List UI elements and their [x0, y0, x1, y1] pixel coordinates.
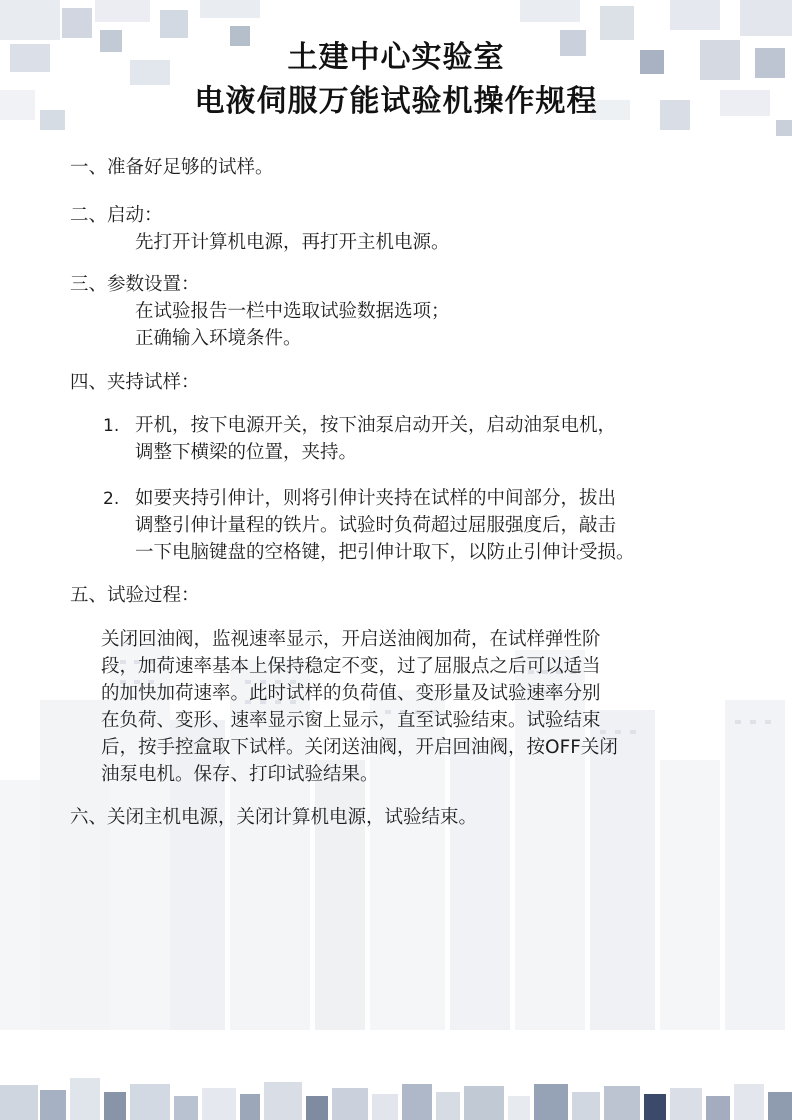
section-5-paragraph-line: 的加快加荷速率。此时试样的负荷值、变形量及试验速率分别 [101, 683, 601, 704]
section-5-paragraph-line: 段，加荷速率基本上保持稳定不变，过了屈服点之后可以适当 [101, 656, 601, 677]
section-5-paragraph-line: 在负荷、变形、速率显示窗上显示，直至试验结束。试验结束 [101, 710, 601, 731]
list-item-2-line-1: 如要夹持引伸计，则将引伸计夹持在试样的中间部分，拔出 [135, 488, 617, 509]
list-item-2-number: 2. [103, 489, 120, 509]
section-3-heading: 三、参数设置： [70, 274, 200, 295]
section-2-body: 先打开计算机电源，再打开主机电源。 [135, 232, 450, 253]
section-2-heading: 二、启动： [70, 205, 163, 226]
section-3-body-line-1: 在试验报告一栏中选取试验数据选项； [135, 301, 450, 322]
section-5-paragraph-line: 关闭回油阀，监视速率显示，开启送油阀加荷，在试样弹性阶 [101, 629, 601, 650]
section-1-heading: 一、准备好足够的试样。 [70, 157, 274, 178]
section-5-paragraph-line: 后，按手控盒取下试样。关闭送油阀，开启回油阀，按OFF关闭 [101, 737, 618, 758]
list-item-1-line-1: 开机，按下电源开关，按下油泵启动开关，启动油泵电机， [135, 415, 617, 436]
section-4-heading: 四、夹持试样： [70, 372, 200, 393]
title-lab-name: 土建中心实验室 [287, 40, 505, 75]
list-item-2-line-2: 调整引伸计量程的铁片。试验时负荷超过屈服强度后，敲击 [135, 515, 617, 536]
title-procedure-name: 电液伺服万能试验机操作规程 [194, 84, 598, 119]
section-5-paragraph-line: 油泵电机。保存、打印试验结果。 [101, 764, 379, 785]
section-6-heading: 六、关闭主机电源，关闭计算机电源，试验结束。 [70, 807, 478, 828]
section-3-body-line-2: 正确输入环境条件。 [135, 328, 302, 349]
list-item-1-line-2: 调整下横梁的位置，夹持。 [135, 442, 358, 463]
list-item-2-line-3: 一下电脑键盘的空格键，把引伸计取下，以防止引伸计受损。 [135, 542, 635, 563]
section-5-heading: 五、试验过程： [70, 585, 200, 606]
list-item-1-number: 1. [103, 416, 120, 436]
